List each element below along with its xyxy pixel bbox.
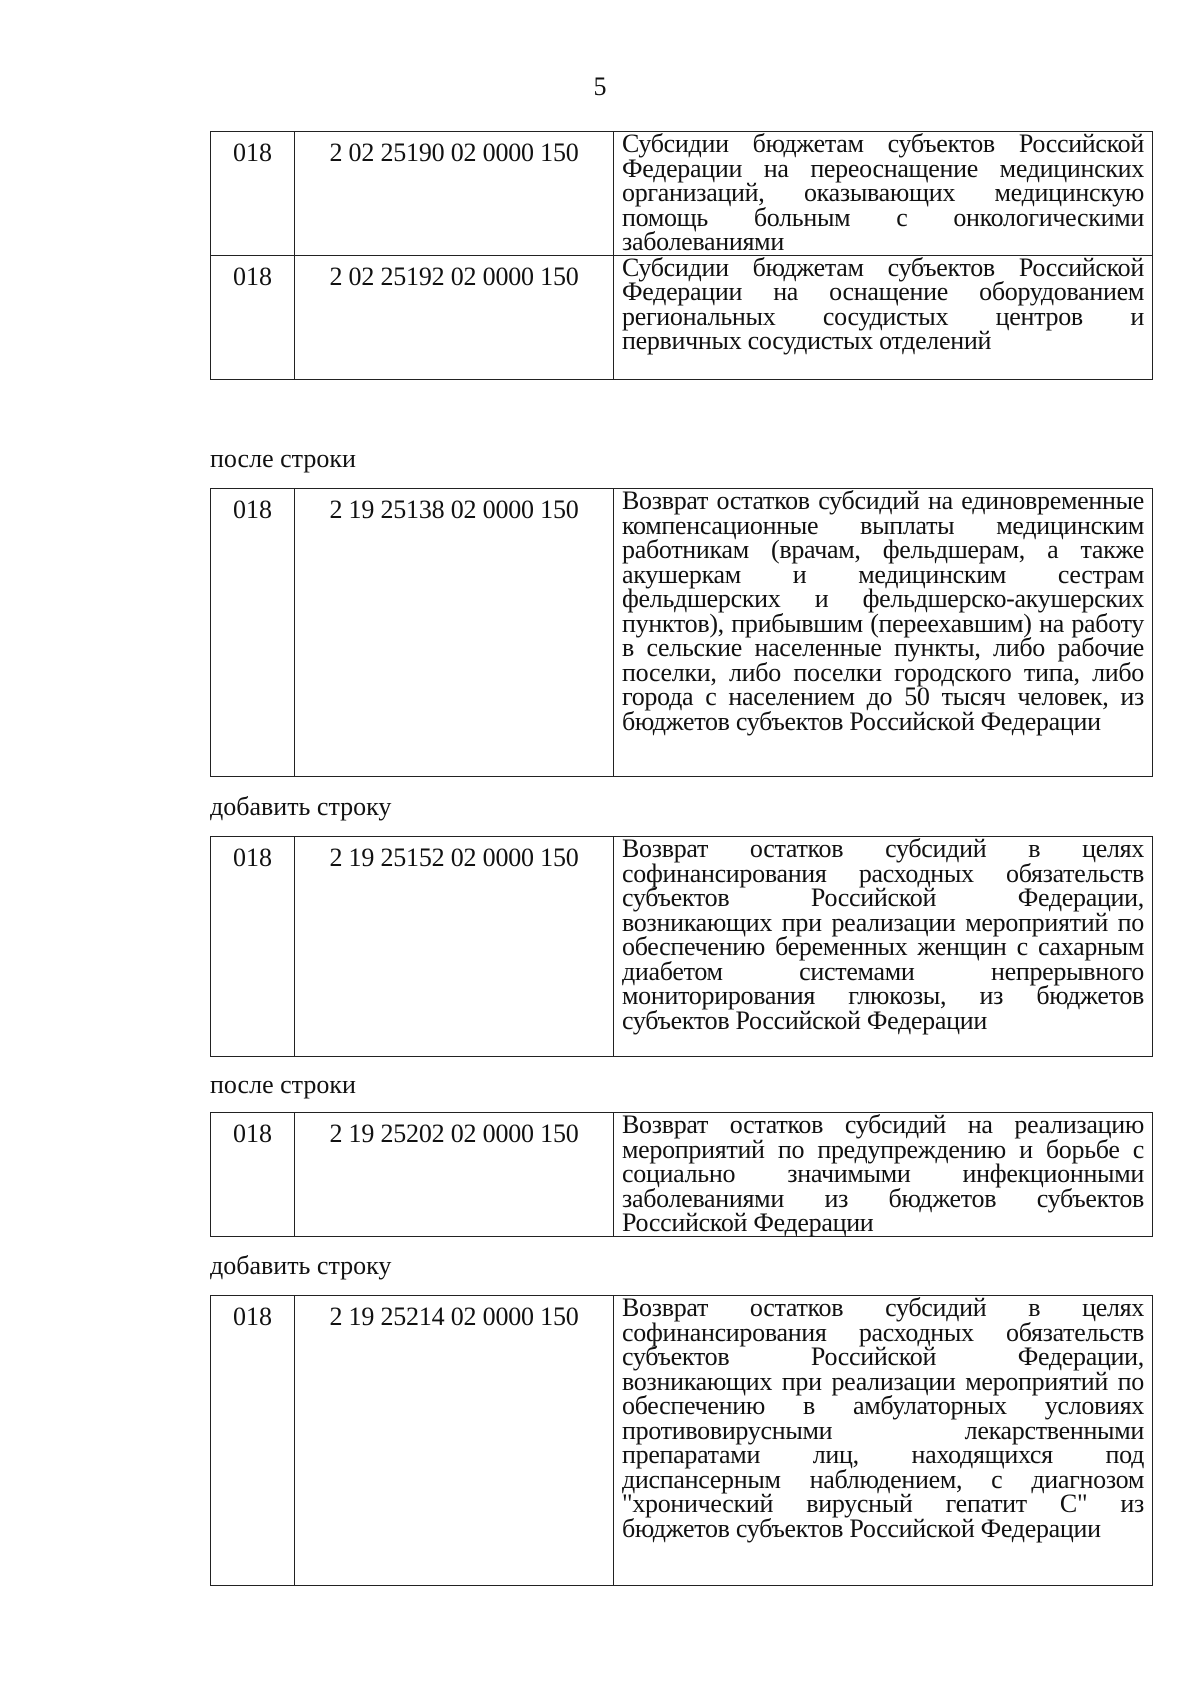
description-text: Субсидии бюджетам субъектов Российской Федерации на переоснащение медицинских организаций, оказывающих медицинскую помощь больным с онкологическими заболеваниями: [622, 129, 1144, 256]
budget-code-cell: 2 19 25214 02 0000 150: [295, 1296, 614, 1586]
description-cell: [614, 1293, 1153, 1586]
table-row: [211, 1113, 1153, 1237]
budget-code-table: [210, 488, 1153, 777]
description-text: Субсидии бюджетам субъектов Российской Федерации на оснащение оборудованием региональных сосудистых центров и первичных сосудистых отделений: [622, 252, 1144, 355]
description-text: Возврат остатков субсидий в целях софинансирования расходных обязательств субъектов Российской Федерации, возникающих при реализации мероприятий по обеспечению беременных женщин с сахарным диабетом системами непрерывного мониторирования глюкозы, из бюджетов субъектов Российской Федерации: [622, 834, 1144, 1035]
admin-code-cell: 018: [211, 1113, 295, 1237]
table-row: [211, 255, 1153, 379]
budget-code-table: [210, 131, 1153, 380]
admin-code-cell: 018: [211, 837, 295, 1057]
page-number: 5: [593, 72, 607, 101]
instruction-label: добавить строку: [210, 792, 392, 821]
budget-code-cell: 2 19 25152 02 0000 150: [295, 837, 614, 1057]
description-text: Возврат остатков субсидий на реализацию мероприятий по предупреждению и борьбе с социально значимыми инфекционными заболеваниями из бюджетов субъектов Российской Федерации: [622, 1110, 1144, 1237]
description-cell: [614, 129, 1153, 256]
description-cell: [614, 486, 1153, 777]
budget-code-table: [210, 1112, 1153, 1237]
table-row: [211, 132, 1153, 256]
table-row: [211, 489, 1153, 777]
budget-code-table: [210, 836, 1153, 1057]
description-text: Возврат остатков субсидий в целях софинансирования расходных обязательств субъектов Российской Федерации, возникающих при реализации мероприятий по обеспечению в амбулаторных условиях противовирусными лекарственными препаратами лиц, находящихся под диспансерным наблюдением, с диагнозом "хронический вирусный гепатит С" из бюджетов субъектов Российской Федерации: [622, 1293, 1144, 1543]
budget-code-cell: 2 02 25192 02 0000 150: [295, 255, 614, 379]
table-row: [211, 1296, 1153, 1586]
instruction-label: добавить строку: [210, 1251, 392, 1280]
instruction-label: после строки: [210, 444, 356, 473]
description-cell: [614, 1110, 1153, 1237]
budget-code-cell: 2 02 25190 02 0000 150: [295, 132, 614, 256]
budget-code-cell: 2 19 25138 02 0000 150: [295, 489, 614, 777]
admin-code-cell: 018: [211, 255, 295, 379]
instruction-label: после строки: [210, 1070, 356, 1099]
admin-code-cell: 018: [211, 132, 295, 256]
table-row: [211, 837, 1153, 1057]
admin-code-cell: 018: [211, 1296, 295, 1586]
description-text: Возврат остатков субсидий на единовременные компенсационные выплаты медицинским работникам (врачам, фельдшерам, а также акушеркам и медицинским сестрам фельдшерских и фельдшерско-акушерских пунктов), прибывшим (переехавшим) на работу в сельские населенные пункты, либо рабочие поселки, либо поселки городского типа, либо города с населением до 50 тысяч человек, из бюджетов субъектов Российской Федерации: [622, 486, 1144, 736]
budget-code-table: [210, 1295, 1153, 1586]
admin-code-cell: 018: [211, 489, 295, 777]
description-cell: [614, 252, 1153, 379]
budget-code-cell: 2 19 25202 02 0000 150: [295, 1113, 614, 1237]
description-cell: [614, 834, 1153, 1057]
